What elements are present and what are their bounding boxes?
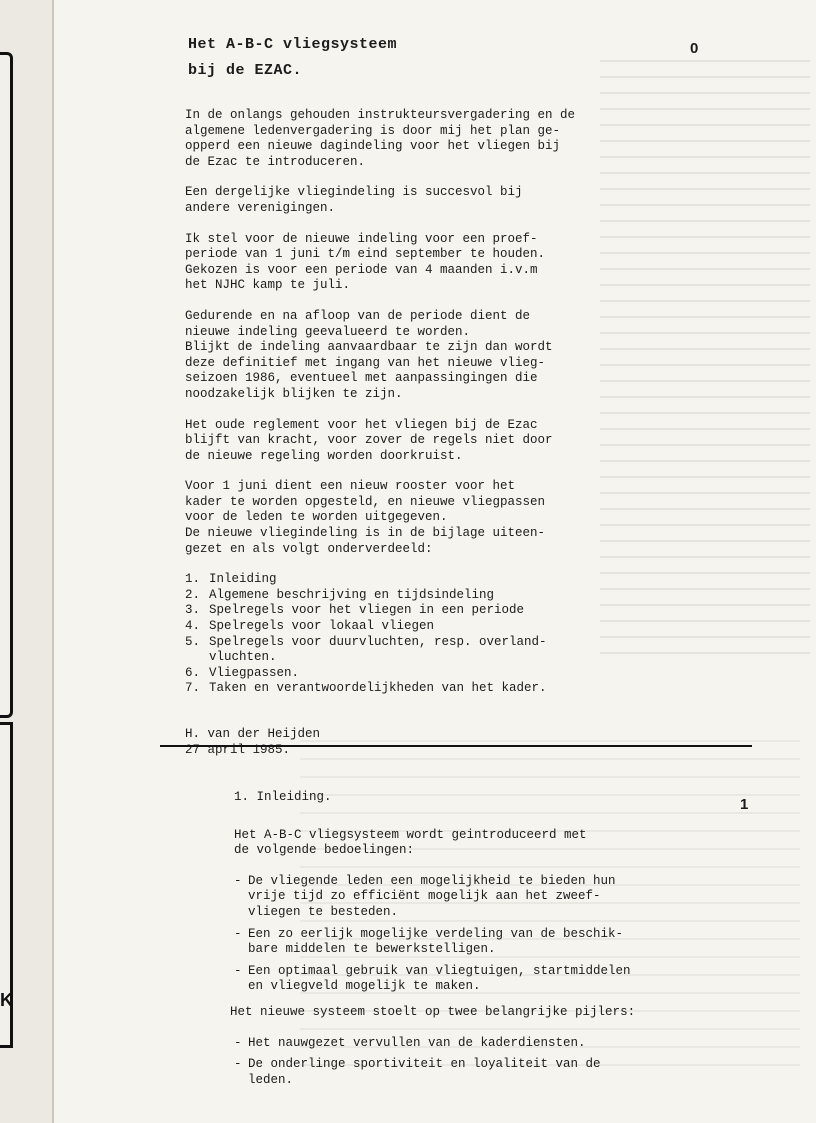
list-item: 7. Taken en verantwoordelijkheden van het kader. bbox=[185, 681, 547, 696]
edge-letter: K bbox=[0, 990, 13, 1010]
adjacent-page-edge bbox=[0, 0, 54, 1123]
paragraph-1: In de onlangs gehouden instrukteursvergadering en de algemene ledenvergadering is door mij het plan ge- opperd een nieuwe dagindeling voor het vliegen bij de Ezac te introduceren. bbox=[185, 108, 576, 169]
list-item: 4. Spelregels voor lokaal vliegen bbox=[185, 619, 435, 634]
list-item: - Een zo eerlijk mogelijke verdeling van de beschik- bare middelen te bewerkstelligen. bbox=[234, 926, 624, 957]
signature-name: H. van der Heijden bbox=[185, 727, 321, 741]
page-divider bbox=[160, 745, 752, 747]
list-item: - Een optimaal gebruik van vliegtuigen, startmiddelen en vliegveld mogelijk te maken. bbox=[234, 963, 631, 994]
page-title-line-1: Het A-B-C vliegsysteem bbox=[188, 36, 398, 53]
paragraph-5: Het oude reglement voor het vliegen bij de Ezac blijft van kracht, voor zover de regels niet door de nieuwe regeling worden doorkruist. bbox=[185, 417, 553, 463]
list-item: 5. Spelregels voor duurvluchten, resp. overland- vluchten. bbox=[185, 634, 547, 665]
list-item: - Het nauwgezet vervullen van de kaderdiensten. bbox=[234, 1035, 586, 1050]
paragraph-4: Gedurende en na afloop van de periode dient de nieuwe indeling geevalueerd te worden. Blijkt de indeling aanvaardbaar te zijn dan wordt deze definitief met ingang van het nieuwe vlieg- seizoen 1986, eventueel met aanpassingingen die noodzakelijk blijken te zijn. bbox=[185, 308, 553, 401]
list-item: - De vliegende leden een mogelijkheid te bieden hun vrije tijd zo efficiënt mogelijk aan het zweef- vliegen te besteden. bbox=[234, 873, 616, 919]
signature-block bbox=[185, 727, 605, 758]
intro-paragraph: Het A-B-C vliegsysteem wordt geintroduceerd met de volgende bedoelingen: bbox=[234, 827, 587, 858]
pillars-intro: Het nieuwe systeem stoelt op twee belangrijke pijlers: bbox=[230, 1004, 636, 1019]
list-item: 1. Inleiding bbox=[185, 572, 277, 587]
list-item: 3. Spelregels voor het vliegen in een periode bbox=[185, 603, 525, 618]
upper-section bbox=[185, 108, 605, 758]
paragraph-2: Een dergelijke vliegindeling is succesvol bij andere verenigingen. bbox=[185, 185, 523, 215]
page-number-top: 0 bbox=[690, 40, 699, 57]
show-through-text bbox=[600, 60, 810, 660]
lower-section bbox=[230, 790, 674, 1098]
list-item: 6. Vliegpassen. bbox=[185, 665, 300, 680]
page-title-line-2: bij de EZAC. bbox=[188, 62, 303, 79]
list-item: - De onderlinge sportiviteit en loyaliteit van de leden. bbox=[234, 1057, 601, 1087]
paragraph-6: Voor 1 juni dient een nieuw rooster voor het kader te worden opgesteld, en nieuwe vliegpassen voor de leden te worden uitgegeven. De nieuwe vliegindeling is in de bijlage uiteen- gezet en als volgt onderverdeeld: bbox=[185, 479, 546, 556]
edge-frame-top bbox=[0, 52, 13, 718]
contents-list bbox=[185, 572, 605, 697]
pillars-list bbox=[234, 1036, 674, 1089]
goals-list bbox=[234, 874, 674, 995]
paragraph-3: Ik stel voor de nieuwe indeling voor een proef- periode van 1 juni t/m eind september te houden. Gekozen is voor een periode van 4 maanden i.v.m het NJHC kamp te juli. bbox=[185, 231, 546, 293]
signature-date: 27 april 1985. bbox=[185, 742, 291, 757]
section-heading: 1. Inleiding. bbox=[234, 790, 332, 804]
page-number-bottom: 1 bbox=[740, 796, 749, 813]
list-item: 2. Algemene beschrijving en tijdsindeling bbox=[185, 587, 495, 602]
